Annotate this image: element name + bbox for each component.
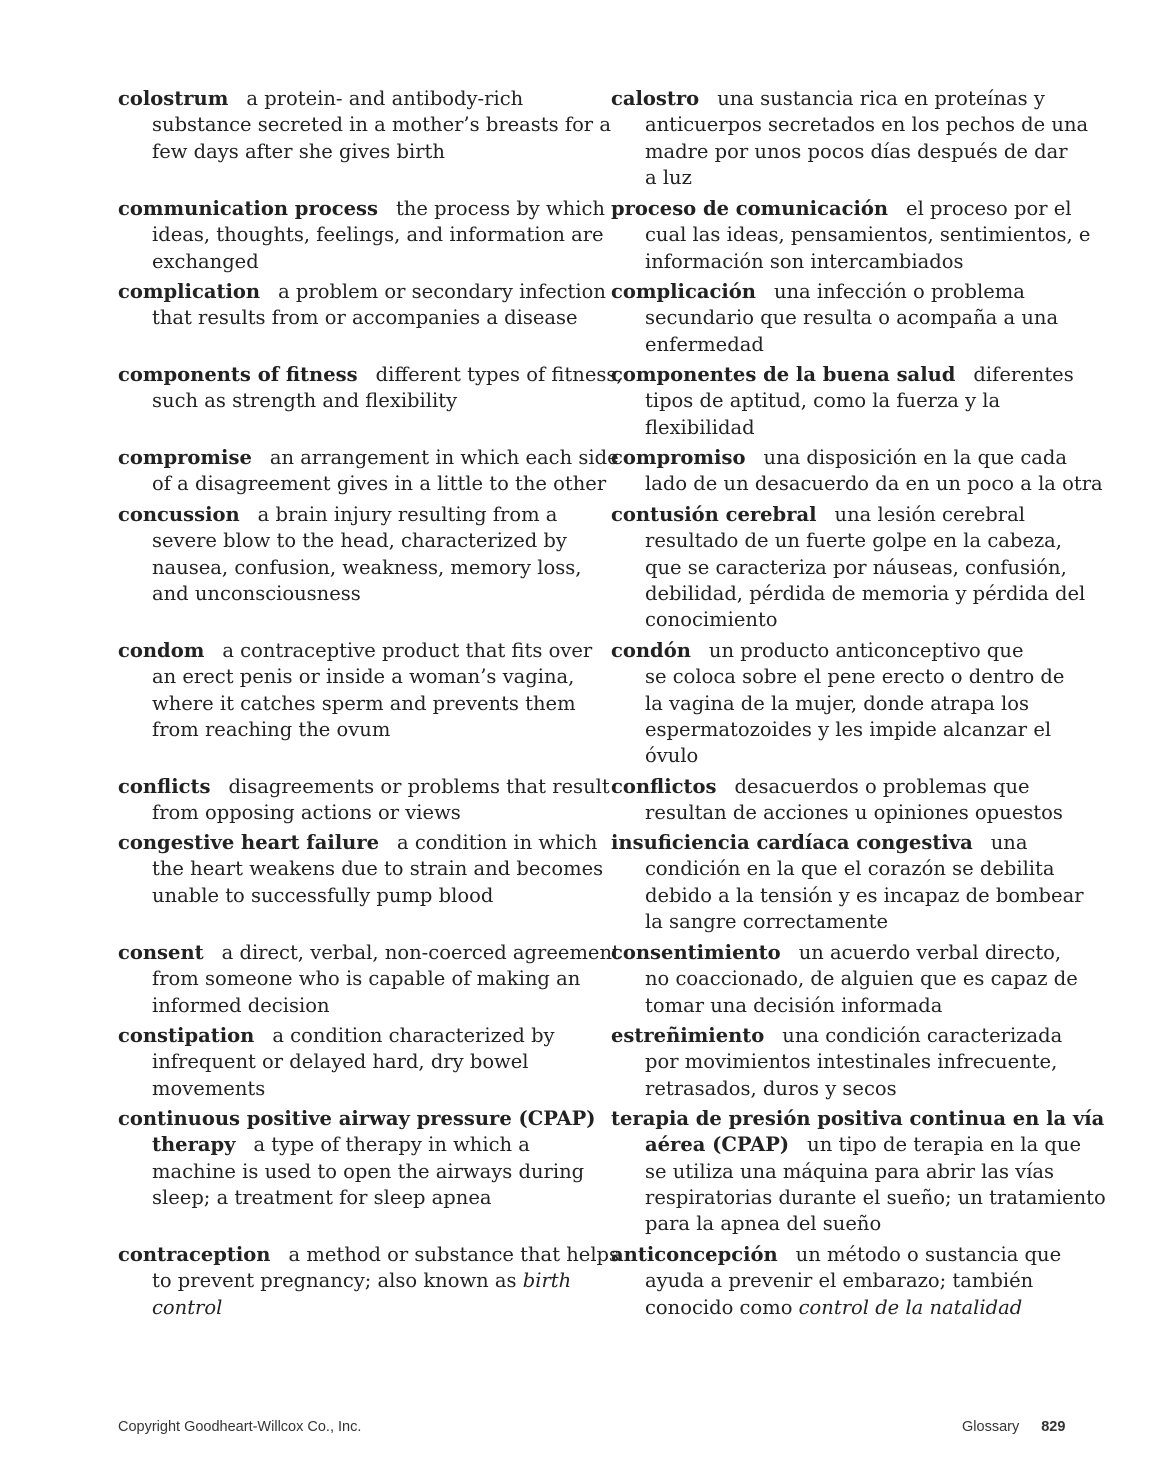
term: terapia de presión positiva continua en la vía	[611, 1107, 1105, 1130]
term: components of fitness	[118, 363, 358, 386]
glossary-entry-en	[118, 502, 588, 607]
definition-line: a brain injury resulting from a	[257, 503, 558, 526]
definition-line: flexibilidad	[645, 415, 755, 439]
definition-line: para la apnea del sueño	[645, 1212, 882, 1236]
term: estreñimiento	[611, 1024, 765, 1047]
term: consentimiento	[611, 941, 781, 964]
glossary-entry-es	[611, 940, 1081, 1019]
definition-line: madre por unos pocos días después de dar	[645, 139, 1068, 163]
definition-line: from opposing actions or views	[152, 801, 461, 825]
definition-line: the heart weakens due to strain and becomes	[152, 857, 604, 881]
glossary-entry-es	[611, 502, 1086, 633]
definition-line: and unconsciousness	[152, 581, 361, 605]
definition-line: ayuda a prevenir el embarazo; también	[645, 1269, 1034, 1293]
definition-line: a type of therapy in which a	[253, 1133, 530, 1157]
glossary-entry-en	[118, 830, 604, 909]
definition-line: enfermedad	[645, 332, 764, 356]
term: calostro	[611, 87, 700, 110]
term: colostrum	[118, 87, 229, 110]
definition-line: la sangre correctamente	[645, 909, 888, 933]
definition-line: nausea, confusion, weakness, memory loss,	[152, 555, 582, 579]
term: contraception	[118, 1243, 271, 1266]
term: condom	[118, 639, 205, 662]
term: conflicts	[118, 775, 211, 798]
term-continued: aérea (CPAP)	[645, 1133, 790, 1157]
definition-line: cual las ideas, pensamientos, sentimientos, e	[645, 223, 1091, 247]
term: insuficiencia cardíaca congestiva	[611, 831, 973, 854]
definition-line: óvulo	[645, 744, 699, 768]
definition-line: of a disagreement gives in a little to the other	[152, 472, 607, 496]
definition-line: respiratorias durante el sueño; un tratamiento	[645, 1185, 1106, 1209]
definition-line: tipos de aptitud, como la fuerza y la	[645, 389, 1001, 413]
term: complication	[118, 280, 261, 303]
glossary-entry-es	[611, 830, 1084, 935]
definition-line: where it catches sperm and prevents them	[152, 691, 576, 715]
term: anticoncepción	[611, 1243, 778, 1266]
definition-line: conocimiento	[645, 608, 778, 632]
definition-line: few days after she gives birth	[152, 139, 445, 163]
definition-line: unable to successfully pump blood	[152, 883, 494, 907]
glossary-entry-es	[611, 1242, 1081, 1321]
definition-line: resultan de acciones u opiniones opuestos	[645, 801, 1063, 825]
term: complicación	[611, 280, 756, 303]
glossary-entry-es	[611, 362, 1081, 441]
definition-line: substance secreted in a mother’s breasts for a	[152, 113, 611, 137]
definition-line: sleep; a treatment for sleep apnea	[152, 1185, 492, 1209]
glossary-entry-es	[611, 774, 1081, 827]
definition-line: debilidad, pérdida de memoria y pérdida del	[645, 581, 1086, 605]
definition-line: a contraceptive product that fits over	[222, 639, 593, 662]
definition-line: por movimientos intestinales infrecuente,	[645, 1050, 1058, 1074]
definition-line: diferentes	[973, 363, 1074, 386]
page-number: 829	[1041, 1419, 1066, 1435]
glossary-entry-es	[611, 196, 1091, 275]
definition-line: secundario que resulta o acompaña a una	[645, 306, 1059, 330]
definition-line: se utiliza una máquina para abrir las vías	[645, 1159, 1055, 1183]
definition-line: such as strength and flexibility	[152, 389, 458, 413]
glossary-entry-en	[118, 638, 593, 743]
glossary-entry-es	[611, 86, 1089, 191]
definition-line: from someone who is capable of making an	[152, 967, 581, 991]
definition-line: un método o sustancia que	[795, 1243, 1062, 1266]
definition-line: an erect penis or inside a woman’s vagina,	[152, 665, 575, 689]
definition-line: un acuerdo verbal directo,	[798, 941, 1062, 964]
definition-line: lado de un desacuerdo da en un poco a la otra	[645, 472, 1103, 496]
term: proceso de comunicación	[611, 197, 889, 220]
definition-line: informed decision	[152, 993, 330, 1017]
term: componentes de la buena salud	[611, 363, 956, 386]
definition-line: un tipo de terapia en la que	[807, 1133, 1081, 1157]
definition-line: resultado de un fuerte golpe en la cabeza,	[645, 529, 1063, 553]
definition-line: anticuerpos secretados en los pechos de una	[645, 113, 1089, 137]
definition-line: ideas, thoughts, feelings, and information are	[152, 223, 604, 247]
definition-line: retrasados, duros y secos	[645, 1076, 897, 1100]
term: consent	[118, 941, 204, 964]
term: compromiso	[611, 446, 746, 469]
definition-line: a protein- and antibody-rich	[246, 87, 524, 110]
definition-line: movements	[152, 1076, 266, 1100]
definition-line: el proceso por el	[906, 197, 1072, 220]
definition-line: información son intercambiados	[645, 249, 964, 273]
definition-line: conocido como	[645, 1295, 793, 1319]
glossary-entry-es	[611, 279, 1081, 358]
definition-line: from reaching the ovum	[152, 717, 391, 741]
glossary-entry-es	[611, 445, 1103, 498]
term: constipation	[118, 1024, 255, 1047]
term: communication process	[118, 197, 378, 220]
term: concussion	[118, 503, 240, 526]
term: congestive heart failure	[118, 831, 380, 854]
definition-line: a method or substance that helps	[288, 1243, 620, 1266]
definition-line: una disposición en la que cada	[763, 446, 1068, 469]
definition-line: una infección o problema	[773, 280, 1025, 303]
glossary-entry-en	[118, 940, 620, 1019]
definition-line: una lesión cerebral	[834, 503, 1025, 526]
section-name: Glossary	[962, 1419, 1020, 1435]
definition-line: machine is used to open the airways during	[152, 1159, 585, 1183]
glossary-entry-en	[118, 1023, 588, 1102]
definition-line: an arrangement in which each side	[269, 446, 619, 469]
glossary-entry-es	[611, 1023, 1081, 1102]
definition-line: a luz	[645, 165, 692, 189]
definition-line: desacuerdos o problemas que	[734, 775, 1030, 798]
glossary-entry-en	[118, 86, 611, 165]
glossary-entry-en	[118, 1242, 620, 1321]
glossary-entry-en	[118, 196, 605, 275]
glossary-entry-en	[118, 445, 619, 498]
definition-line: disagreements or problems that result	[228, 775, 610, 798]
glossary-entry-es	[611, 638, 1081, 769]
definition-line: severe blow to the head, characterized by	[152, 529, 567, 553]
definition-line: a problem or secondary infection	[278, 280, 606, 303]
definition-line: a condition characterized by	[272, 1024, 555, 1047]
definition-line: a direct, verbal, non-coerced agreement	[221, 941, 620, 964]
definition-line: no coaccionado, de alguien que es capaz de	[645, 967, 1078, 991]
definition-line: a condition in which	[397, 831, 598, 854]
italic-term: birth	[522, 1269, 572, 1293]
definition-line: to prevent pregnancy; also known as	[152, 1269, 517, 1293]
term-continued: therapy	[152, 1133, 236, 1157]
definition-line: espermatozoides y les impide alcanzar el	[645, 717, 1052, 741]
definition-line: debido a la tensión y es incapaz de bombear	[645, 883, 1084, 907]
italic-term: control	[152, 1295, 223, 1319]
definition-line: the process by which	[395, 197, 605, 220]
definition-line: tomar una decisión informada	[645, 993, 943, 1017]
definition-line: una condición caracterizada	[782, 1024, 1063, 1047]
definition-line: exchanged	[152, 249, 259, 273]
glossary-entry-en	[118, 362, 623, 415]
definition-line: una	[990, 831, 1028, 854]
definition-line: un producto anticonceptivo que	[708, 639, 1024, 662]
definition-line: different types of fitness,	[375, 363, 623, 386]
term: contusión cerebral	[611, 503, 817, 526]
copyright-notice: Copyright Goodheart-Willcox Co., Inc.	[118, 1419, 362, 1435]
term: continuous positive airway pressure (CPAP)	[118, 1107, 596, 1130]
glossary-entry-es	[611, 1106, 1106, 1237]
term: compromise	[118, 446, 252, 469]
definition-line: that results from or accompanies a disease	[152, 306, 578, 330]
definition-line: condición en la que el corazón se debilita	[645, 857, 1055, 881]
glossary-entry-en	[118, 279, 606, 332]
definition-line: que se caracteriza por náuseas, confusión,	[645, 555, 1067, 579]
term: condón	[611, 639, 691, 662]
italic-term: control de la natalidad	[798, 1295, 1023, 1319]
glossary-entry-en	[118, 1106, 596, 1211]
definition-line: una sustancia rica en proteínas y	[717, 87, 1045, 110]
definition-line: se coloca sobre el pene erecto o dentro de	[645, 665, 1065, 689]
term: conflictos	[611, 775, 717, 798]
definition-line: infrequent or delayed hard, dry bowel	[152, 1050, 529, 1074]
definition-line: la vagina de la mujer, donde atrapa los	[645, 691, 1030, 715]
page-footer	[962, 1419, 1065, 1435]
glossary-entry-en	[118, 774, 610, 827]
